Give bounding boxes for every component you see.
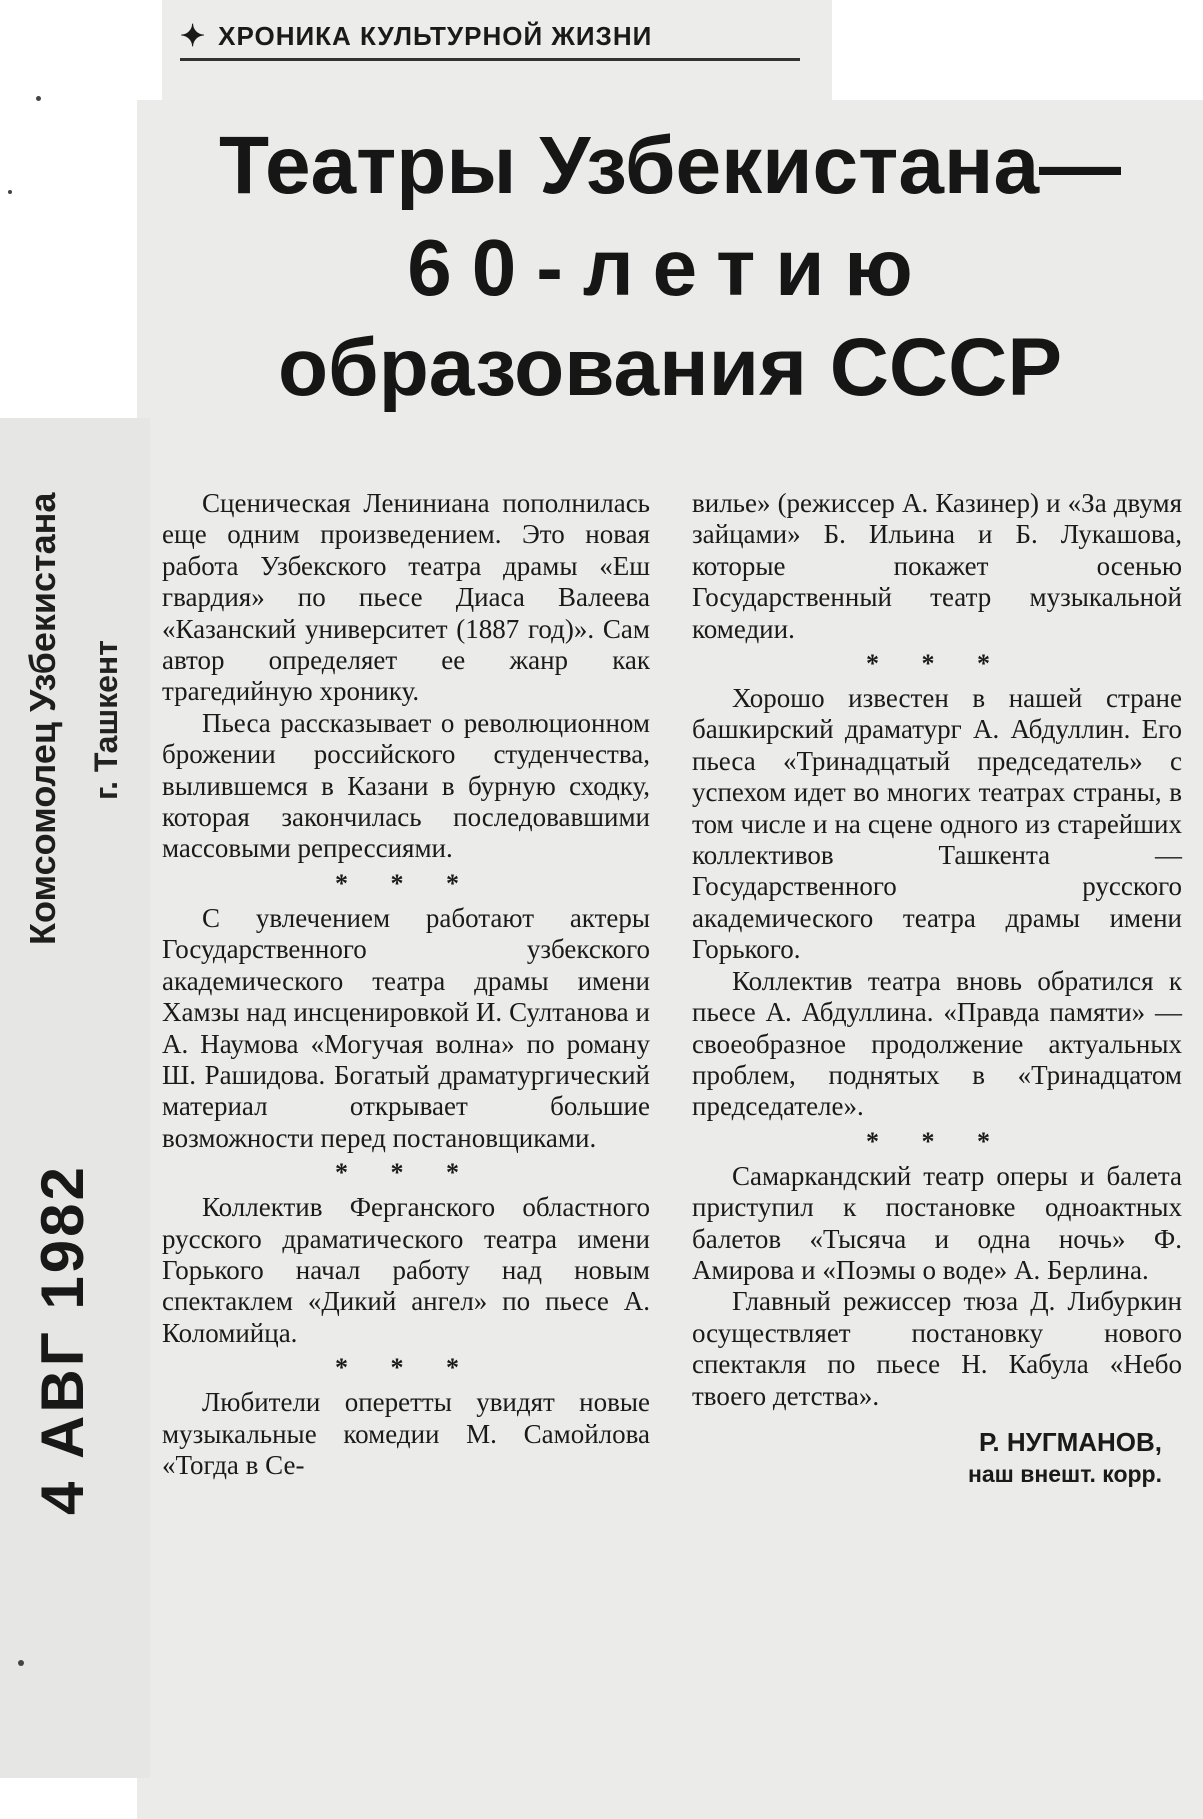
paragraph: Коллектив Ферганского областного русского драматического театра имени Горького начал работу над новым спектаклем «Дикий ангел» по пьесе А. Коломийца. xyxy=(162,1192,650,1348)
author-role: наш внешт. корр. xyxy=(967,1460,1162,1487)
newspaper-name-stamp: Комсомолец Узбекистана xyxy=(22,492,63,945)
four-point-star-icon: ✦ xyxy=(180,19,207,53)
author-name: Р. НУГМАНОВ, xyxy=(978,1426,1162,1457)
city-stamp: г. Ташкент xyxy=(88,640,124,800)
section-divider: * * * xyxy=(335,1353,477,1383)
paragraph: Коллектив театра вновь обратился к пьесе А. Абдуллина. «Правда памяти» — своеобразное продолжение актуальных проблем, поднятых в «Тринадцатом председателе». xyxy=(692,965,1182,1122)
paragraph: Любители оперетты увидят новые музыкальные комедии М. Самойлова «Тогда в Се- xyxy=(162,1387,650,1480)
article-column-2 xyxy=(692,488,1182,1490)
paper-speck xyxy=(36,96,41,101)
paragraph: Пьеса рассказывает о революционном брожении российского студенчества, вылившемся в Казани в бурную сходку, которая закончилась последовавшими массовыми репрессиями. xyxy=(162,707,650,864)
section-divider: * * * xyxy=(335,868,477,898)
headline-line-2: 60-летию xyxy=(407,223,933,312)
paragraph-continuation: вилье» (режиссер А. Казинер) и «За двумя зайцами» Б. Ильина и Б. Лукашова, которые покажет осенью Государственный театр музыкальной комедии. xyxy=(692,488,1182,644)
author-signature xyxy=(692,1426,1182,1490)
article-headline xyxy=(170,112,1170,420)
headline-line-1: Театры Узбекистана— xyxy=(218,120,1122,211)
paragraph: Сценическая Лениниана пополнилась еще одним произведением. Это новая работа Узбекского театра драмы «Еш гвардия» по пьесе Диаса Валеева «Казанский университет (1887 год)». Сам автор определяет ее жанр как трагедийную хронику. xyxy=(162,488,650,707)
section-divider: * * * xyxy=(866,1126,1008,1156)
headline-line-3: образования СССР xyxy=(277,322,1063,413)
section-divider: * * * xyxy=(335,1158,477,1188)
section-rubric xyxy=(180,14,800,61)
date-stamp: 4 АВГ 1982 xyxy=(29,1164,96,1515)
paper-speck xyxy=(18,1660,24,1666)
paragraph: Самаркандский театр оперы и балета приступил к постановке одноактных балетов «Тысяча и одна ночь» Ф. Амирова и «Поэмы о воде» А. Берлина. xyxy=(692,1160,1182,1285)
paragraph: С увлечением работают актеры Государственного узбекского академического театра драмы имени Хамзы над инсценировкой И. Султанова и А. Наумова «Могучая волна» по роману Ш. Рашидова. Богатый драматургический материал открывает большие возможности перед постановщиками. xyxy=(162,902,650,1153)
rubric-label: ХРОНИКА КУЛЬТУРНОЙ ЖИЗНИ xyxy=(218,20,653,51)
paragraph: Хорошо известен в нашей стране башкирский драматург А. Абдуллин. Его пьеса «Тринадцатый председатель» с успехом идет во многих театрах страны, в том числе и на сцене одного из старейших коллективов Ташкента — Государственного русского академического театра драмы имени Горького. xyxy=(692,683,1182,965)
section-divider: * * * xyxy=(866,649,1008,679)
article-column-1 xyxy=(162,488,650,1481)
paper-speck xyxy=(8,190,12,194)
paragraph: Главный режиссер тюза Д. Либуркин осуществляет постановку нового спектакля по пьесе Н. Кабула «Небо твоего детства». xyxy=(692,1286,1182,1411)
